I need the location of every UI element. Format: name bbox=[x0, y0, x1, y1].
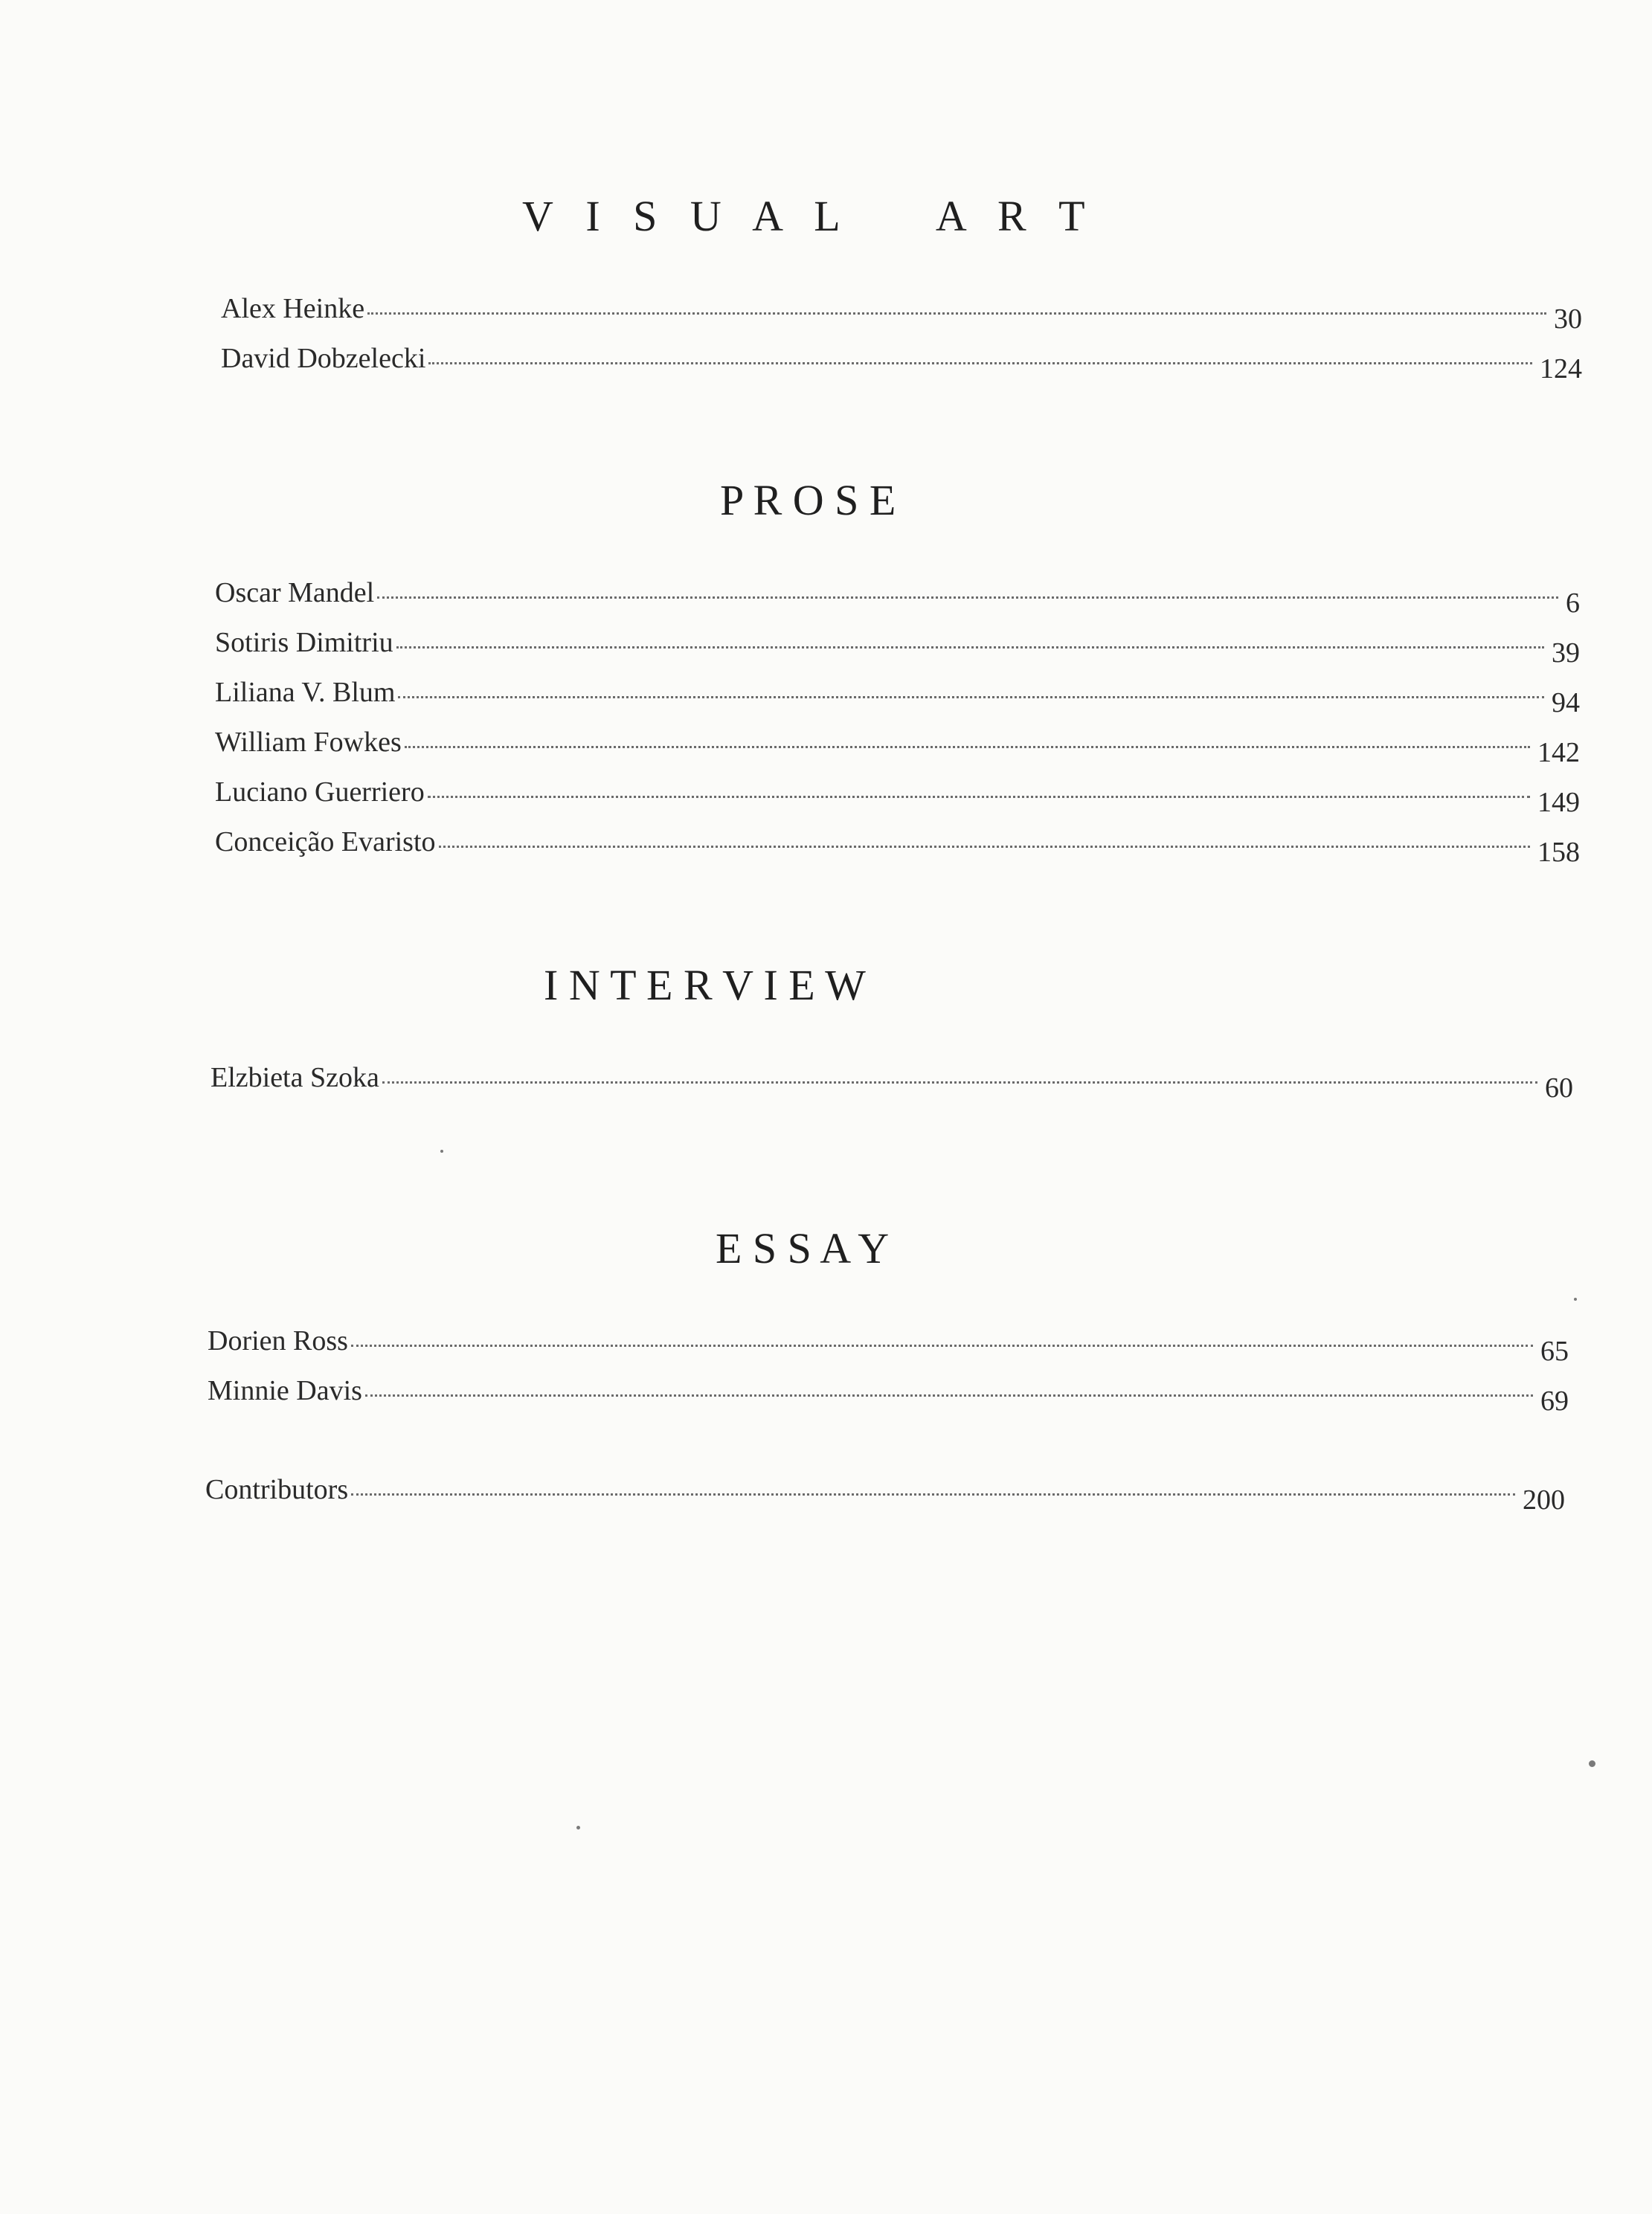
entry-page-number: 124 bbox=[1540, 353, 1582, 384]
list-item[interactable] bbox=[215, 628, 1580, 678]
essay-list bbox=[208, 1327, 1569, 1426]
list-item[interactable] bbox=[215, 728, 1580, 778]
entry-author: Sotiris Dimitriu bbox=[215, 627, 393, 658]
entry-page-number: 60 bbox=[1545, 1072, 1573, 1104]
entry-author: Oscar Mandel bbox=[215, 577, 375, 608]
contributors-list bbox=[205, 1476, 1565, 1525]
entry-author: Conceição Evaristo bbox=[215, 826, 436, 857]
visual-art-list bbox=[221, 295, 1582, 394]
entry-author: Alex Heinke bbox=[221, 293, 365, 324]
dot-leader bbox=[351, 1493, 1515, 1496]
entry-page-number: 69 bbox=[1540, 1386, 1569, 1417]
list-item[interactable] bbox=[208, 1377, 1569, 1426]
dot-leader bbox=[396, 646, 1544, 649]
scan-speck bbox=[1574, 1298, 1577, 1301]
entry-page-number: 39 bbox=[1552, 637, 1580, 669]
dot-leader bbox=[377, 596, 1558, 599]
entry-author: Minnie Davis bbox=[208, 1375, 362, 1406]
prose-list bbox=[215, 579, 1580, 878]
entry-author: David Dobzelecki bbox=[221, 343, 426, 374]
dot-leader bbox=[382, 1081, 1537, 1084]
entry-page-number: 158 bbox=[1537, 837, 1580, 868]
entry-author: Luciano Guerriero bbox=[215, 776, 425, 808]
list-item[interactable] bbox=[208, 1327, 1569, 1377]
scan-speck bbox=[576, 1826, 580, 1830]
section-heading-prose: P R O S E bbox=[720, 476, 896, 524]
section-heading-interview: I N T E R V I E W bbox=[544, 961, 866, 1009]
list-item[interactable] bbox=[215, 678, 1580, 728]
dot-leader bbox=[428, 362, 1532, 364]
list-item[interactable] bbox=[215, 778, 1580, 828]
entry-page-number: 6 bbox=[1566, 588, 1580, 619]
entry-author: Liliana V. Blum bbox=[215, 677, 396, 708]
dot-leader bbox=[428, 796, 1530, 798]
scan-speck bbox=[1589, 1760, 1595, 1767]
entry-page-number: 30 bbox=[1554, 303, 1582, 335]
list-item[interactable] bbox=[221, 295, 1582, 344]
list-item[interactable] bbox=[215, 579, 1580, 628]
entry-author: William Fowkes bbox=[215, 727, 402, 758]
entry-page-number: 94 bbox=[1552, 687, 1580, 718]
entry-page-number: 142 bbox=[1537, 737, 1580, 768]
list-item[interactable] bbox=[215, 828, 1580, 878]
section-heading-essay: E S S A Y bbox=[716, 1224, 890, 1272]
interview-list bbox=[210, 1063, 1573, 1113]
dot-leader bbox=[367, 312, 1546, 315]
section-heading-visual-art: V I S U A L A R T bbox=[522, 192, 1085, 240]
entry-author: Dorien Ross bbox=[208, 1325, 348, 1357]
entry-page-number: 200 bbox=[1523, 1484, 1565, 1516]
dot-leader bbox=[398, 696, 1544, 698]
entry-page-number: 65 bbox=[1540, 1336, 1569, 1367]
contributors-entry[interactable] bbox=[205, 1476, 1565, 1525]
list-item[interactable] bbox=[221, 344, 1582, 394]
dot-leader bbox=[365, 1394, 1533, 1397]
entry-page-number: 149 bbox=[1537, 787, 1580, 818]
scan-speck bbox=[440, 1150, 443, 1153]
dot-leader bbox=[405, 746, 1530, 748]
dot-leader bbox=[351, 1345, 1533, 1347]
entry-author: Elzbieta Szoka bbox=[210, 1062, 379, 1093]
entry-label: Contributors bbox=[205, 1474, 349, 1505]
dot-leader bbox=[439, 846, 1530, 848]
list-item[interactable] bbox=[210, 1063, 1573, 1113]
